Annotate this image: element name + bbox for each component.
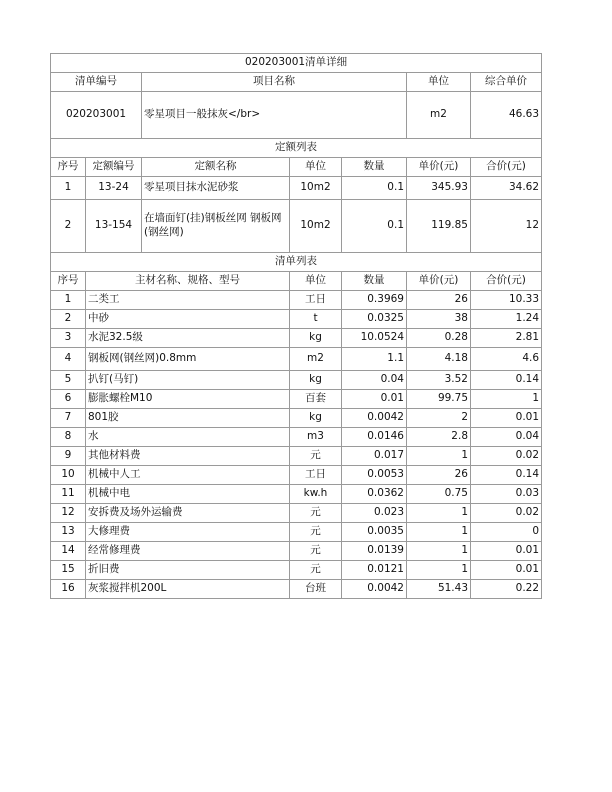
item-unit-price-header: 综合单价 — [471, 73, 542, 92]
material-unit: 台班 — [290, 580, 342, 599]
material-unit: 元 — [290, 523, 342, 542]
material-name: 801胶 — [86, 409, 290, 428]
material-price: 51.43 — [407, 580, 471, 599]
material-total: 0.01 — [471, 542, 542, 561]
material-row — [51, 542, 542, 561]
quota-total: 34.62 — [471, 177, 542, 200]
material-qty: 0.0139 — [342, 542, 407, 561]
material-name: 水 — [86, 428, 290, 447]
material-seq-header: 序号 — [51, 272, 86, 291]
material-price: 4.18 — [407, 348, 471, 371]
material-row — [51, 504, 542, 523]
item-unit: m2 — [407, 92, 471, 139]
material-unit: kg — [290, 329, 342, 348]
material-total: 0.01 — [471, 561, 542, 580]
material-seq: 14 — [51, 542, 86, 561]
material-price: 38 — [407, 310, 471, 329]
material-seq: 6 — [51, 390, 86, 409]
quota-row — [51, 200, 542, 253]
material-name: 机械中电 — [86, 485, 290, 504]
material-unit: 元 — [290, 504, 342, 523]
table-title: 020203001清单详细 — [51, 54, 542, 73]
material-name: 安拆费及场外运输费 — [86, 504, 290, 523]
material-seq: 9 — [51, 447, 86, 466]
quota-price: 345.93 — [407, 177, 471, 200]
material-seq: 1 — [51, 291, 86, 310]
material-total: 1.24 — [471, 310, 542, 329]
material-seq: 12 — [51, 504, 86, 523]
material-total: 2.81 — [471, 329, 542, 348]
quota-unit-header: 单位 — [290, 158, 342, 177]
item-code: 020203001 — [51, 92, 142, 139]
material-unit: 百套 — [290, 390, 342, 409]
material-name: 扒钉(马钉) — [86, 371, 290, 390]
quota-total-header: 合价(元) — [471, 158, 542, 177]
material-name: 二类工 — [86, 291, 290, 310]
material-unit: t — [290, 310, 342, 329]
material-total: 0.01 — [471, 409, 542, 428]
quota-code-header: 定额编号 — [86, 158, 142, 177]
material-name-header: 主材名称、规格、型号 — [86, 272, 290, 291]
item-header-row — [51, 73, 542, 92]
material-qty: 0.0325 — [342, 310, 407, 329]
quota-price: 119.85 — [407, 200, 471, 253]
material-row — [51, 371, 542, 390]
material-total: 1 — [471, 390, 542, 409]
material-header-row — [51, 272, 542, 291]
material-unit: kg — [290, 371, 342, 390]
item-unit-price: 46.63 — [471, 92, 542, 139]
quota-qty: 0.1 — [342, 177, 407, 200]
quota-name: 在墙面钉(挂)钢板丝网 钢板网(钢丝网) — [142, 200, 290, 253]
material-qty: 0.017 — [342, 447, 407, 466]
material-name: 中砂 — [86, 310, 290, 329]
material-qty: 0.0121 — [342, 561, 407, 580]
material-unit: kg — [290, 409, 342, 428]
item-row — [51, 92, 542, 139]
quota-code: 13-154 — [86, 200, 142, 253]
material-price: 3.52 — [407, 371, 471, 390]
item-name-header: 项目名称 — [142, 73, 407, 92]
material-row — [51, 523, 542, 542]
quota-name: 零星项目抹水泥砂浆 — [142, 177, 290, 200]
material-price: 99.75 — [407, 390, 471, 409]
material-name: 其他材料费 — [86, 447, 290, 466]
material-price: 2.8 — [407, 428, 471, 447]
material-qty: 0.0146 — [342, 428, 407, 447]
material-unit: m2 — [290, 348, 342, 371]
material-row — [51, 561, 542, 580]
material-name: 水泥32.5级 — [86, 329, 290, 348]
material-row — [51, 329, 542, 348]
item-unit-header: 单位 — [407, 73, 471, 92]
material-total: 0.14 — [471, 466, 542, 485]
quota-total: 12 — [471, 200, 542, 253]
material-name: 大修理费 — [86, 523, 290, 542]
material-unit: 元 — [290, 542, 342, 561]
material-total: 0.04 — [471, 428, 542, 447]
material-price: 1 — [407, 504, 471, 523]
material-total: 0.22 — [471, 580, 542, 599]
item-code-header: 清单编号 — [51, 73, 142, 92]
material-seq: 5 — [51, 371, 86, 390]
material-price-header: 单价(元) — [407, 272, 471, 291]
material-name: 机械中人工 — [86, 466, 290, 485]
material-qty: 0.0042 — [342, 580, 407, 599]
quota-seq-header: 序号 — [51, 158, 86, 177]
quota-section-row — [51, 139, 542, 158]
material-total: 10.33 — [471, 291, 542, 310]
material-row — [51, 409, 542, 428]
quota-code: 13-24 — [86, 177, 142, 200]
material-name: 折旧费 — [86, 561, 290, 580]
material-seq: 8 — [51, 428, 86, 447]
material-qty: 1.1 — [342, 348, 407, 371]
material-qty: 0.0035 — [342, 523, 407, 542]
material-price: 1 — [407, 542, 471, 561]
material-qty: 0.01 — [342, 390, 407, 409]
material-seq: 4 — [51, 348, 86, 371]
material-row — [51, 580, 542, 599]
material-name: 灰浆搅拌机200L — [86, 580, 290, 599]
material-total: 0.02 — [471, 447, 542, 466]
material-seq: 3 — [51, 329, 86, 348]
material-price: 2 — [407, 409, 471, 428]
quota-seq: 1 — [51, 177, 86, 200]
material-price: 1 — [407, 561, 471, 580]
material-name: 膨胀螺栓M10 — [86, 390, 290, 409]
material-unit: 元 — [290, 447, 342, 466]
item-name: 零星项目一般抹灰</br> — [142, 92, 407, 139]
material-unit-header: 单位 — [290, 272, 342, 291]
quota-name-header: 定额名称 — [142, 158, 290, 177]
material-unit: m3 — [290, 428, 342, 447]
quota-unit: 10m2 — [290, 200, 342, 253]
material-unit: kw.h — [290, 485, 342, 504]
material-total-header: 合价(元) — [471, 272, 542, 291]
material-total: 0.14 — [471, 371, 542, 390]
quota-section-title: 定额列表 — [51, 139, 542, 158]
material-row — [51, 310, 542, 329]
material-row — [51, 428, 542, 447]
material-seq: 2 — [51, 310, 86, 329]
material-qty: 0.0053 — [342, 466, 407, 485]
quota-qty-header: 数量 — [342, 158, 407, 177]
material-price: 26 — [407, 291, 471, 310]
bill-detail-table — [50, 53, 542, 599]
material-unit: 元 — [290, 561, 342, 580]
material-row — [51, 485, 542, 504]
material-row — [51, 390, 542, 409]
material-row — [51, 348, 542, 371]
material-qty-header: 数量 — [342, 272, 407, 291]
material-row — [51, 291, 542, 310]
material-seq: 10 — [51, 466, 86, 485]
material-price: 0.75 — [407, 485, 471, 504]
material-section-row — [51, 253, 542, 272]
material-section-title: 清单列表 — [51, 253, 542, 272]
material-name: 钢板网(钢丝网)0.8mm — [86, 348, 290, 371]
material-total: 0.03 — [471, 485, 542, 504]
quota-seq: 2 — [51, 200, 86, 253]
material-unit: 工日 — [290, 466, 342, 485]
material-seq: 13 — [51, 523, 86, 542]
material-qty: 0.0362 — [342, 485, 407, 504]
material-row — [51, 447, 542, 466]
quota-row — [51, 177, 542, 200]
material-seq: 15 — [51, 561, 86, 580]
material-price: 1 — [407, 523, 471, 542]
material-qty: 0.0042 — [342, 409, 407, 428]
material-seq: 16 — [51, 580, 86, 599]
material-qty: 0.023 — [342, 504, 407, 523]
material-price: 26 — [407, 466, 471, 485]
material-row — [51, 466, 542, 485]
material-qty: 0.04 — [342, 371, 407, 390]
material-unit: 工日 — [290, 291, 342, 310]
material-seq: 11 — [51, 485, 86, 504]
material-qty: 0.3969 — [342, 291, 407, 310]
quota-price-header: 单价(元) — [407, 158, 471, 177]
quota-header-row — [51, 158, 542, 177]
material-price: 0.28 — [407, 329, 471, 348]
material-qty: 10.0524 — [342, 329, 407, 348]
material-total: 0 — [471, 523, 542, 542]
material-seq: 7 — [51, 409, 86, 428]
material-price: 1 — [407, 447, 471, 466]
quota-unit: 10m2 — [290, 177, 342, 200]
material-total: 0.02 — [471, 504, 542, 523]
material-name: 经常修理费 — [86, 542, 290, 561]
quota-qty: 0.1 — [342, 200, 407, 253]
title-row — [51, 54, 542, 73]
material-total: 4.6 — [471, 348, 542, 371]
